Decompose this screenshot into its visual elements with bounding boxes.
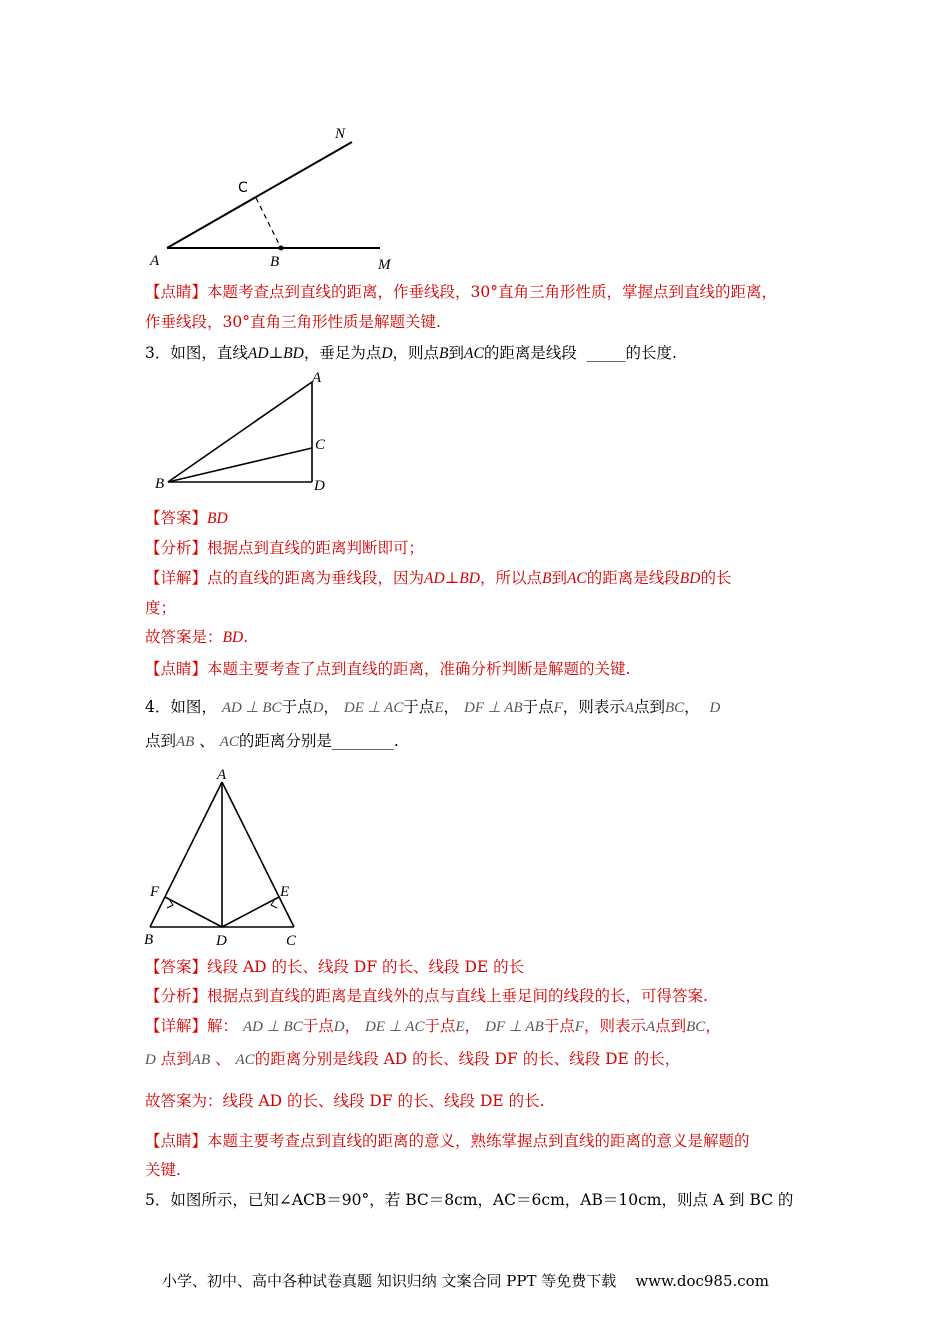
q3-analysis: 【分析】根据点到直线的距离判断即可； xyxy=(145,539,425,557)
label-d: D xyxy=(216,933,227,949)
label-a: A xyxy=(217,767,227,783)
q4-analysis: 【分析】根据点到直线的距离是直线外的点与直线上垂足间的线段的长，可得答案. xyxy=(145,987,708,1005)
label-d: D xyxy=(314,478,325,494)
label-f: F xyxy=(150,884,160,900)
label-m: M xyxy=(378,257,391,273)
footer-text: 小学、初中、高中各种试卷真题 知识归纳 文案合同 PPT 等免费下载 xyxy=(162,1272,617,1290)
dianjing-tag: 【点睛】 xyxy=(145,283,208,301)
q4-detail-line2: D 点到AB 、 AC的距离分别是线段 AD 的长、线段 DF 的长、线段 DE 的长， xyxy=(145,1050,681,1068)
q4-final: 故答案为：线段 AD 的长、线段 DF 的长、线段 DE 的长. xyxy=(145,1092,545,1110)
figure-angle-nam xyxy=(140,118,420,276)
prev-dianjing-line1: 【点睛】本题考查点到直线的距离，作垂线段，30°直角三角形性质，掌握点到直线的距离， xyxy=(145,283,777,301)
q3-detail-line2: 度； xyxy=(145,599,177,617)
q3-dianjing: 【点睛】本题主要考查了点到直线的距离，准确分析判断是解题的关键. xyxy=(145,660,631,678)
q4-dianjing-line1: 【点睛】本题主要考查点到直线的距离的意义，熟练掌握点到直线的距离的意义是解题的 xyxy=(145,1132,750,1150)
prev-dianjing-line2: 作垂线段，30°直角三角形性质是解题关键. xyxy=(145,313,441,331)
question-4-line2: 点到AB 、 AC的距离分别是________. xyxy=(145,732,399,750)
figure-q4 xyxy=(140,764,310,954)
label-n: N xyxy=(335,126,346,142)
question-4-line1: 4．如图， AD ⊥ BC于点D， DE ⊥ AC于点E， DF ⊥ AB于点F，则表示A点到BC， D xyxy=(145,698,721,716)
label-c: C xyxy=(315,437,326,453)
q4-dianjing-line2: 关键. xyxy=(145,1161,181,1179)
q3-final: 故答案是：BD. xyxy=(145,628,249,646)
label-c: C xyxy=(238,180,248,196)
figure-q3 xyxy=(145,366,345,496)
label-b: B xyxy=(270,254,280,270)
footer-url[interactable]: www.doc985.com xyxy=(635,1272,769,1290)
label-e: E xyxy=(280,884,290,900)
label-b: B xyxy=(144,932,154,948)
label-b: B xyxy=(155,476,165,492)
question-5: 5．如图所示，已知∠ACB＝90°，若 BC＝8cm，AC＝6cm，AB＝10cm，则点 A 到 BC 的 xyxy=(145,1191,794,1209)
q3-detail: 【详解】点的直线的距离为垂线段，因为AD⊥BD，所以点B到AC的距离是线段BD的长 xyxy=(145,569,732,587)
label-a: A xyxy=(312,370,322,386)
question-3: 3．如图，直线AD⊥BD，垂足为点D，则点B到AC的距离是线段 _____的长度. xyxy=(145,344,677,362)
q4-detail-line1: 【详解】解： AD ⊥ BC于点D， DE ⊥ AC于点E， DF ⊥ AB于点F，则表示A点到BC， xyxy=(145,1017,721,1035)
q4-answer: 【答案】线段 AD 的长、线段 DF 的长、线段 DE 的长 xyxy=(145,958,525,976)
label-a: A xyxy=(150,253,160,269)
label-c: C xyxy=(286,933,297,949)
page-footer xyxy=(162,1270,769,1291)
q3-answer: 【答案】BD xyxy=(145,509,228,527)
